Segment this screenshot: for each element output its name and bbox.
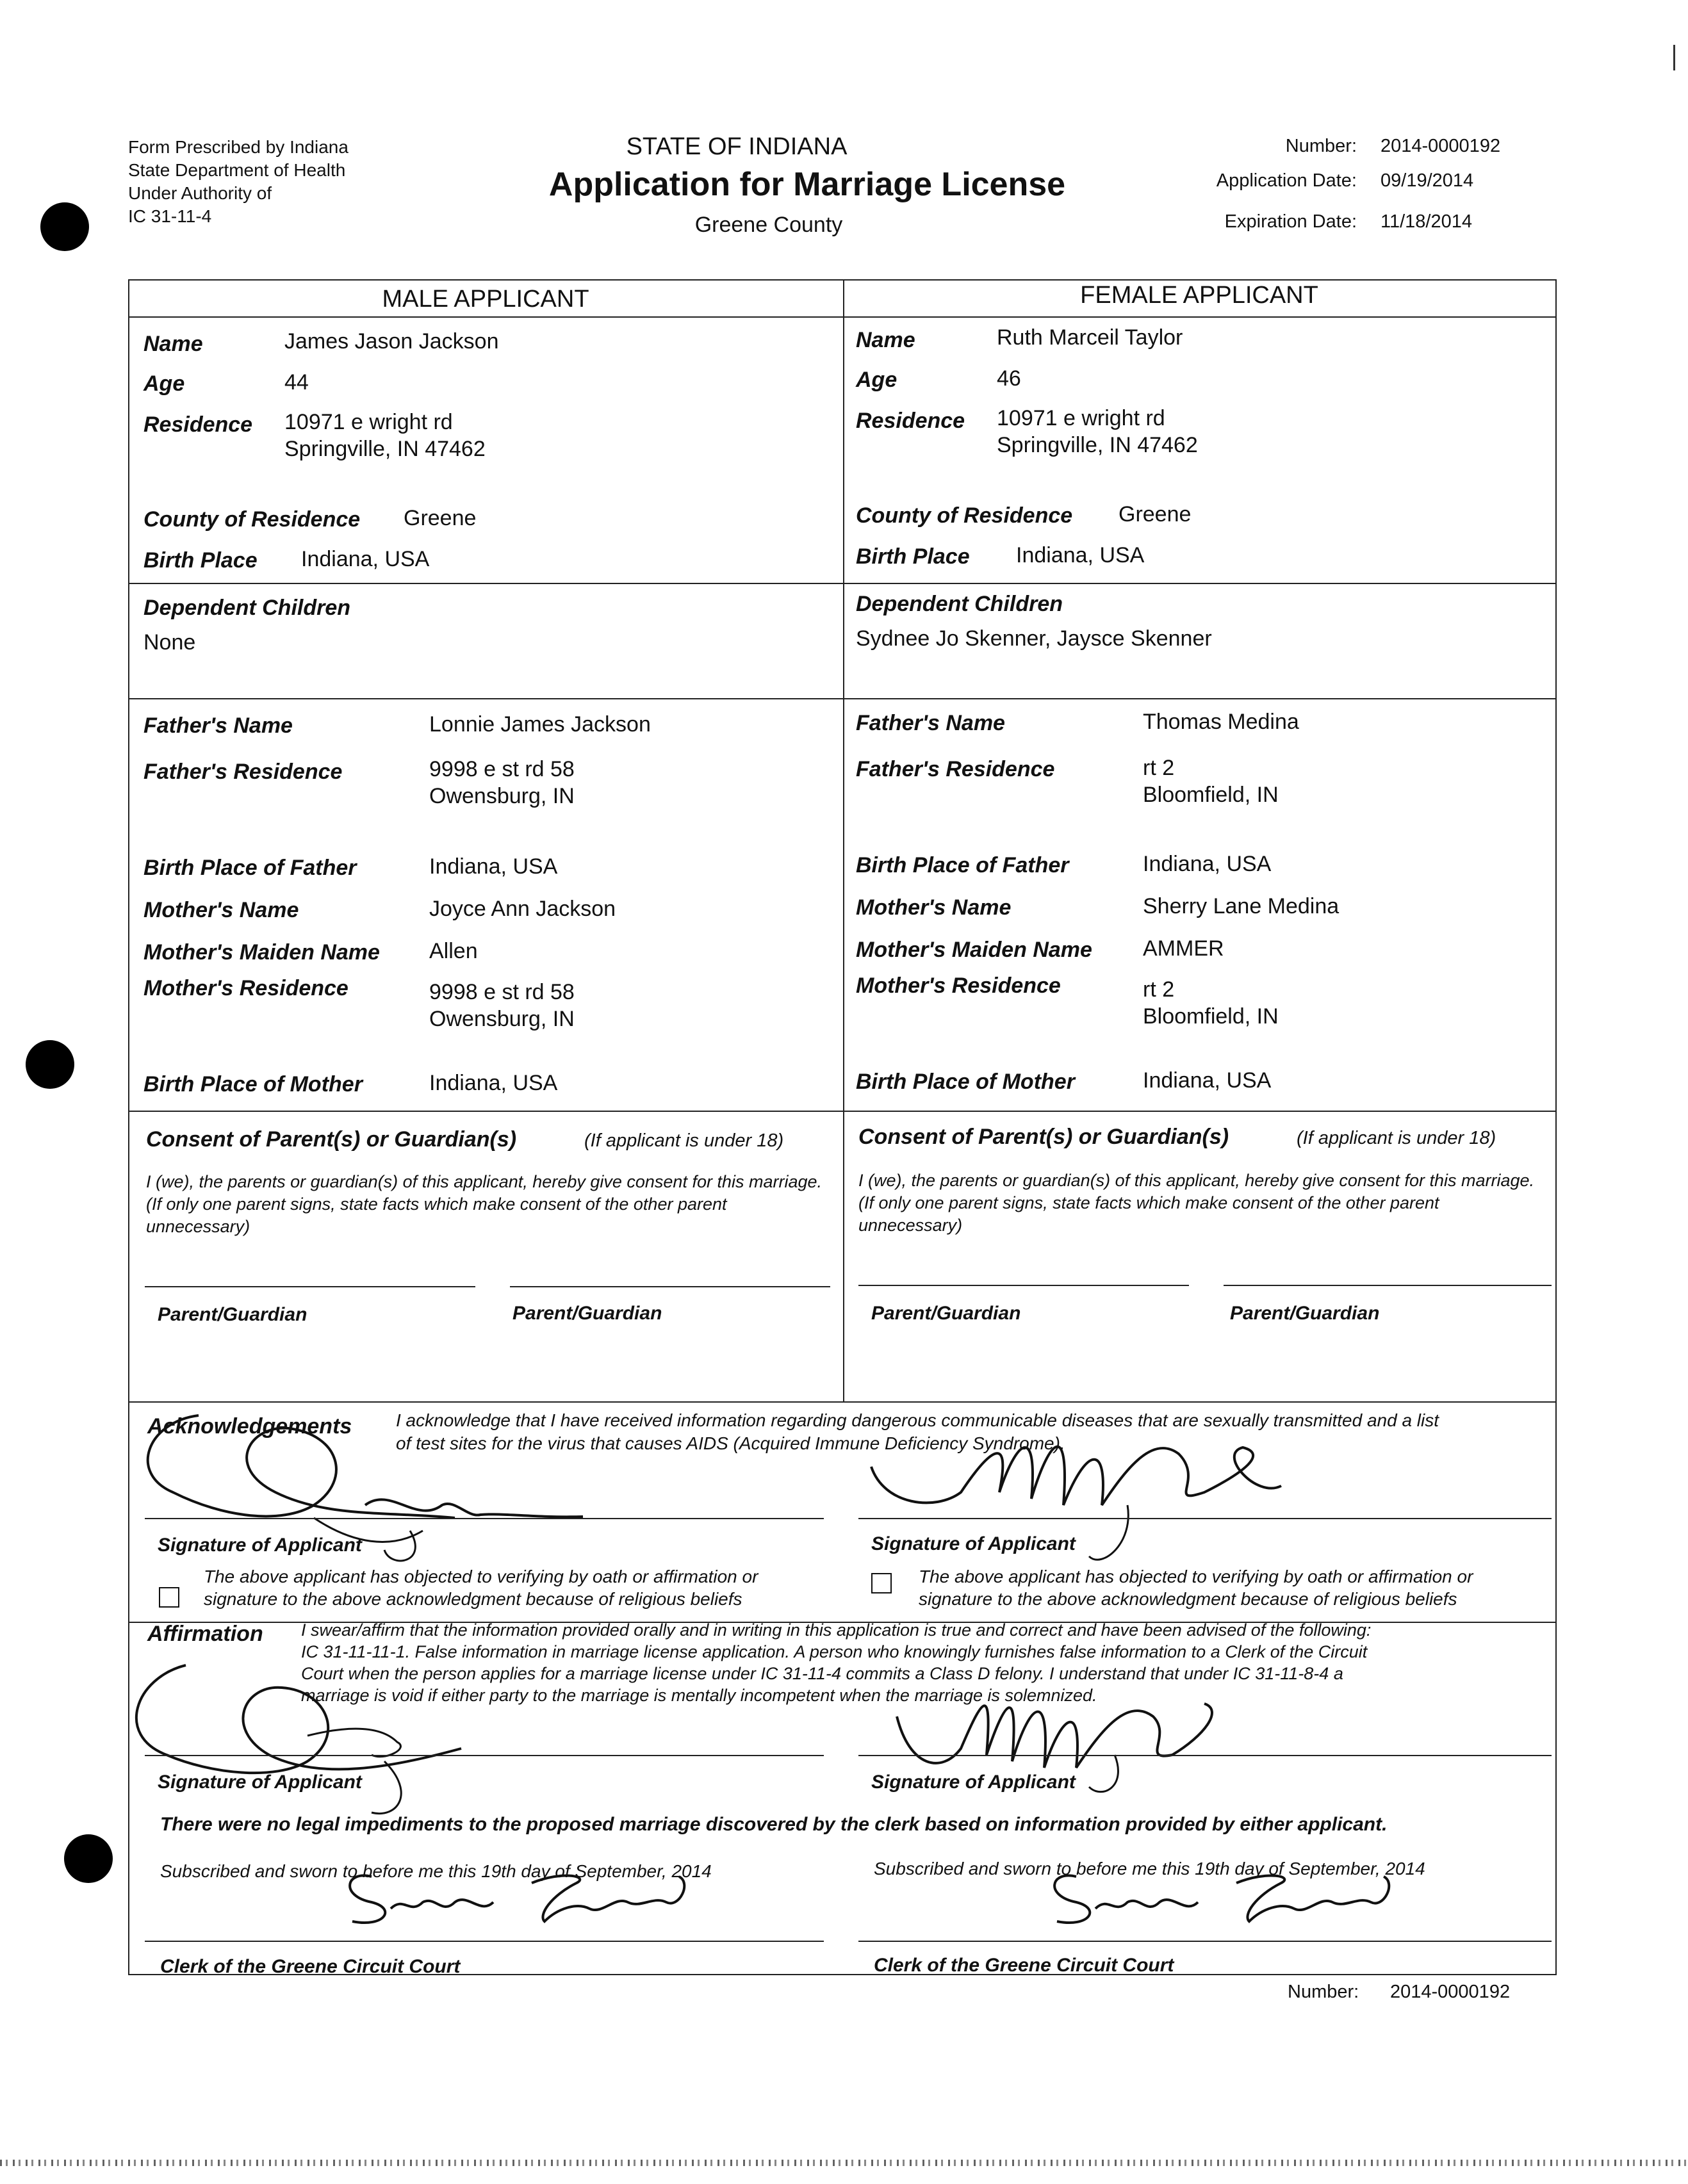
male-mother-maiden-label: Mother's Maiden Name xyxy=(143,940,380,965)
male-affirmation-signature xyxy=(115,1652,628,1822)
female-birthplace-label: Birth Place xyxy=(856,544,970,569)
female-age-label: Age xyxy=(856,368,897,392)
form-source-line: State Department of Health xyxy=(128,160,346,180)
male-guardian-label-1: Parent/Guardian xyxy=(158,1304,307,1325)
male-dependents-label: Dependent Children xyxy=(143,596,351,620)
female-residence-line1: 10971 e wright rd xyxy=(997,406,1165,430)
female-birth-mother: Indiana, USA xyxy=(1143,1068,1272,1093)
male-guardian-line-1[interactable] xyxy=(145,1286,475,1287)
app-date-label: Application Date: xyxy=(1216,170,1357,191)
male-mother-res-line2: Owensburg, IN xyxy=(429,1007,575,1031)
female-clerk-signature-line[interactable] xyxy=(858,1941,1552,1942)
male-birthplace: Indiana, USA xyxy=(301,547,430,571)
female-mother-name: Sherry Lane Medina xyxy=(1143,894,1340,918)
female-father-res-line1: rt 2 xyxy=(1143,756,1175,780)
female-father-res-line2: Bloomfield, IN xyxy=(1143,783,1279,807)
female-sworn-text: Subscribed and sworn to before me this 19th day of September, 2014 xyxy=(874,1859,1425,1878)
form-source xyxy=(128,136,348,228)
ack-label: Acknowledgements xyxy=(147,1414,352,1438)
male-residence-line1: 10971 e wright rd xyxy=(284,410,453,434)
female-dependents: Sydnee Jo Skenner, Jaysce Skenner xyxy=(856,626,1212,651)
male-mother-name-label: Mother's Name xyxy=(143,898,299,922)
male-clerk-signature-line[interactable] xyxy=(145,1941,824,1942)
male-name: James Jason Jackson xyxy=(284,329,499,354)
male-affirmation-signature-label: Signature of Applicant xyxy=(158,1772,362,1793)
state-heading: STATE OF INDIANA xyxy=(626,133,848,160)
female-objection-text: The above applicant has objected to verifying by oath or affirmation or signature to the above acknowledgment because of religious beliefs xyxy=(919,1567,1473,1609)
female-mother-res-line2: Bloomfield, IN xyxy=(1143,1004,1279,1029)
male-name-label: Name xyxy=(143,332,203,356)
form-source-line: IC 31-11-4 xyxy=(128,206,212,226)
female-name-label: Name xyxy=(856,328,915,352)
male-dependents: None xyxy=(143,630,196,655)
female-guardian-line-1[interactable] xyxy=(858,1285,1189,1286)
male-clerk-signature xyxy=(333,1857,705,1937)
female-mother-res-line1: rt 2 xyxy=(1143,977,1175,1002)
footer-number-value: 2014-0000192 xyxy=(1390,1982,1511,2002)
number-value: 2014-0000192 xyxy=(1381,136,1501,156)
form-source-line: Form Prescribed by Indiana xyxy=(128,137,348,157)
male-consent-text: I (we), the parents or guardian(s) of this applicant, hereby give consent for this marriage. (If only one parent signs, state facts which make consent of the other parent unnecessary) xyxy=(146,1172,823,1236)
male-father-name: Lonnie James Jackson xyxy=(429,712,651,737)
female-father-name: Thomas Medina xyxy=(1143,710,1299,734)
male-birthplace-label: Birth Place xyxy=(143,548,258,573)
affirmation-line: IC 31-11-11-1. False information in marriage license application. A person who knowingly furnishes false information to a Clerk of the Circuit xyxy=(301,1642,1368,1661)
male-father-residence-label: Father's Residence xyxy=(143,760,343,784)
section-rule-dependents xyxy=(128,583,1555,584)
female-dependents-label: Dependent Children xyxy=(856,592,1063,616)
heading-rule xyxy=(128,316,1555,318)
male-father-res-line2: Owensburg, IN xyxy=(429,784,575,808)
column-divider xyxy=(843,279,844,1401)
male-birth-father: Indiana, USA xyxy=(429,854,558,879)
male-ack-signature-line[interactable] xyxy=(145,1518,824,1519)
punch-hole-top xyxy=(40,202,89,251)
female-consent-text: I (we), the parents or guardian(s) of this applicant, hereby give consent for this marriage. (If only one parent signs, state facts which make consent of the other parent unnecessary) xyxy=(858,1171,1535,1235)
female-birth-father-label: Birth Place of Father xyxy=(856,853,1069,877)
scan-edge-noise xyxy=(0,2160,1688,2166)
male-guardian-label-2: Parent/Guardian xyxy=(512,1303,662,1324)
male-heading: MALE APPLICANT xyxy=(382,286,589,313)
female-birth-mother-label: Birth Place of Mother xyxy=(856,1070,1075,1094)
male-clerk-label: Clerk of the Greene Circuit Court xyxy=(160,1956,461,1977)
female-consent-title: Consent of Parent(s) or Guardian(s) xyxy=(858,1125,1229,1149)
female-mother-name-label: Mother's Name xyxy=(856,895,1012,920)
affirmation-label: Affirmation xyxy=(147,1622,263,1646)
female-affirmation-signature-label: Signature of Applicant xyxy=(871,1772,1076,1793)
section-rule-parents xyxy=(128,698,1555,699)
male-objection-checkbox[interactable] xyxy=(159,1587,179,1608)
ack-text-line1: I acknowledge that I have received information regarding dangerous communicable diseases that are sexually transmitted and a list xyxy=(396,1410,1439,1430)
female-mother-residence-label: Mother's Residence xyxy=(856,974,1061,998)
female-clerk-label: Clerk of the Greene Circuit Court xyxy=(874,1955,1174,1976)
punch-hole-middle xyxy=(26,1040,74,1089)
male-objection-text: The above applicant has objected to verifying by oath or affirmation or signature to the above acknowledgment because of religious beliefs xyxy=(204,1567,758,1609)
female-guardian-line-2[interactable] xyxy=(1224,1285,1552,1286)
female-ack-signature-line[interactable] xyxy=(858,1518,1552,1519)
female-objection-checkbox[interactable] xyxy=(871,1573,892,1593)
female-birthplace: Indiana, USA xyxy=(1016,543,1145,567)
female-affirmation-signature-line[interactable] xyxy=(858,1755,1552,1756)
female-mother-maiden-label: Mother's Maiden Name xyxy=(856,938,1092,962)
handwritten-signature xyxy=(884,1640,1268,1793)
number-label: Number: xyxy=(1285,136,1357,156)
male-birth-mother-label: Birth Place of Mother xyxy=(143,1072,363,1096)
male-mother-name: Joyce Ann Jackson xyxy=(429,897,616,921)
affirmation-line: Court when the person applies for a marriage license under IC 31-11-4 commits a Class D felony. I understand that under IC 31-11-8-4 a xyxy=(301,1664,1343,1683)
female-county: Greene xyxy=(1119,502,1192,526)
impediments-statement: There were no legal impediments to the proposed marriage discovered by the clerk based on information provided by either applicant. xyxy=(160,1814,1388,1835)
male-age: 44 xyxy=(284,370,309,395)
scan-edge-mark xyxy=(1673,45,1675,70)
handwritten-signature xyxy=(115,1652,628,1819)
female-name: Ruth Marceil Taylor xyxy=(997,325,1183,350)
male-guardian-line-2[interactable] xyxy=(510,1286,830,1287)
female-mother-maiden: AMMER xyxy=(1143,936,1224,961)
form-title: Application for Marriage License xyxy=(548,166,1066,203)
male-mother-res-line1: 9998 e st rd 58 xyxy=(429,980,575,1004)
male-mother-maiden: Allen xyxy=(429,939,478,963)
female-ack-signature-label: Signature of Applicant xyxy=(871,1533,1076,1554)
female-ack-signature xyxy=(858,1377,1371,1547)
female-consent-note: (If applicant is under 18) xyxy=(1297,1128,1496,1148)
female-birth-father: Indiana, USA xyxy=(1143,852,1272,876)
male-ack-signature-label: Signature of Applicant xyxy=(158,1535,362,1556)
female-guardian-label-2: Parent/Guardian xyxy=(1230,1303,1380,1324)
male-father-res-line1: 9998 e st rd 58 xyxy=(429,757,575,781)
male-county-label: County of Residence xyxy=(143,507,361,532)
exp-date-label: Expiration Date: xyxy=(1224,211,1357,232)
male-residence-label: Residence xyxy=(143,412,253,437)
male-county: Greene xyxy=(404,506,477,530)
footer-number-label: Number: xyxy=(1288,1982,1359,2002)
male-mother-residence-label: Mother's Residence xyxy=(143,976,348,1000)
app-date-value: 09/19/2014 xyxy=(1381,170,1474,191)
ack-text-line2: of test sites for the virus that causes AIDS (Acquired Immune Deficiency Syndrome). xyxy=(396,1433,1065,1453)
female-clerk-signature xyxy=(1031,1857,1403,1937)
form-source-line: Under Authority of xyxy=(128,183,272,203)
male-sworn-text: Subscribed and sworn to before me this 19th day of September, 2014 xyxy=(160,1861,712,1881)
male-affirmation-signature-line[interactable] xyxy=(145,1755,824,1756)
handwritten-signature xyxy=(333,1857,705,1934)
affirmation-line: I swear/affirm that the information provided orally and in writing in this application is true and correct and have been advised of the following: xyxy=(301,1620,1372,1640)
female-residence-label: Residence xyxy=(856,409,965,433)
male-consent-note: (If applicant is under 18) xyxy=(584,1130,784,1151)
handwritten-signature xyxy=(1031,1857,1403,1934)
female-guardian-label-1: Parent/Guardian xyxy=(871,1303,1021,1324)
affirmation-line: marriage is void if either party to the marriage is mentally incompetent when the marriage is solemnized. xyxy=(301,1686,1097,1705)
male-consent-title: Consent of Parent(s) or Guardian(s) xyxy=(146,1127,517,1152)
female-heading: FEMALE APPLICANT xyxy=(1080,282,1318,309)
section-rule-consent xyxy=(128,1111,1555,1112)
male-residence-line2: Springville, IN 47462 xyxy=(284,437,486,461)
female-residence-line2: Springville, IN 47462 xyxy=(997,433,1198,457)
female-father-name-label: Father's Name xyxy=(856,711,1005,735)
punch-hole-bottom xyxy=(64,1834,113,1883)
female-age: 46 xyxy=(997,366,1021,391)
county-heading: Greene County xyxy=(694,213,843,237)
female-father-residence-label: Father's Residence xyxy=(856,757,1055,781)
female-county-label: County of Residence xyxy=(856,503,1073,528)
male-father-name-label: Father's Name xyxy=(143,713,293,738)
exp-date-value: 11/18/2014 xyxy=(1381,211,1472,232)
male-birth-father-label: Birth Place of Father xyxy=(143,856,357,880)
male-birth-mother: Indiana, USA xyxy=(429,1071,558,1095)
male-age-label: Age xyxy=(143,371,185,396)
